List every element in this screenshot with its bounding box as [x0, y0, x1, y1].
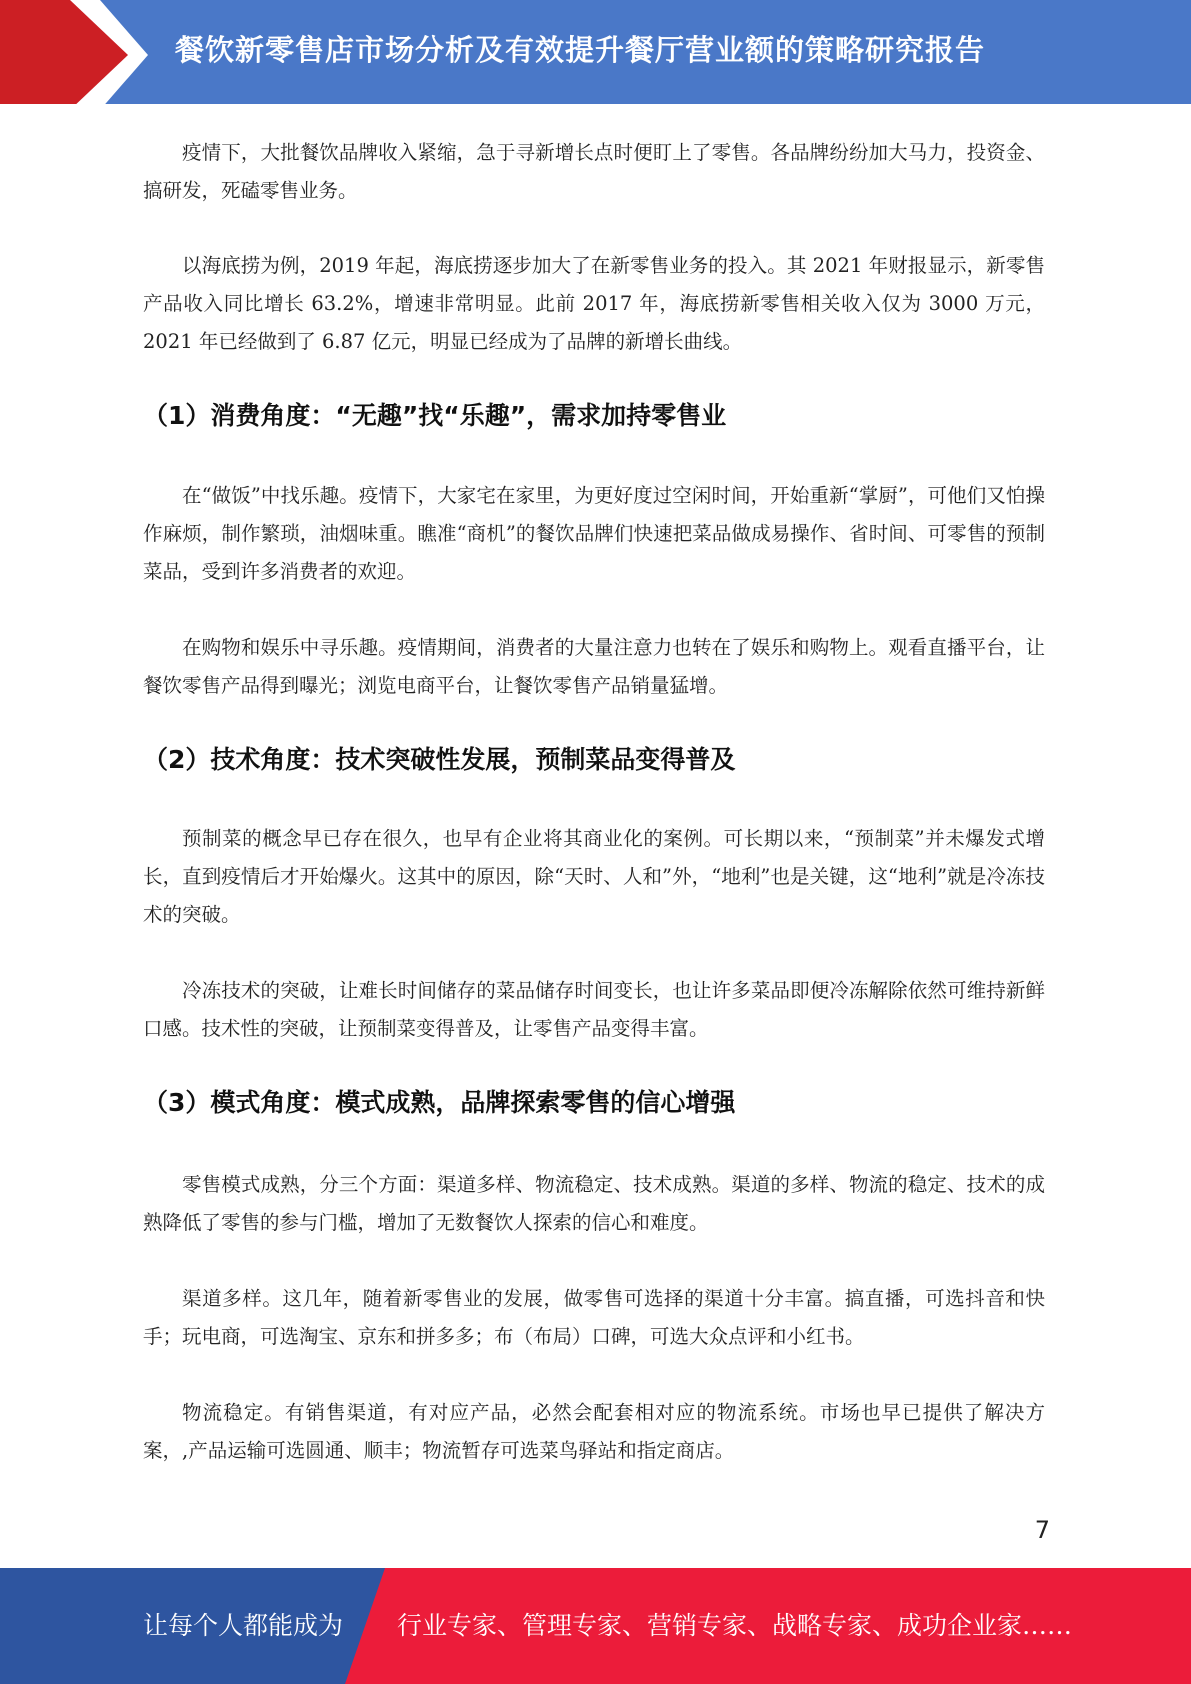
- page-footer: [0, 1568, 1191, 1684]
- paragraph: 渠道多样。这几年，随着新零售业的发展，做零售可选择的渠道十分丰富。搞直播，可选抖音和快手；玩电商，可选淘宝、京东和拼多多；布（布局）口碑，可选大众点评和小红书。: [143, 1287, 1045, 1348]
- page-header: [0, 0, 1191, 110]
- paragraph: 以海底捞为例，2019 年起，海底捞逐步加大了在新零售业务的投入。其 2021 年财报显示，新零售产品收入同比增长 63.2%，增速非常明显。此前 2017 年，海底捞新零售相关收入仅为 3000 万元，2021 年已经做到了 6.87 亿元，明显已经成为了品牌的新增长曲线。: [143, 254, 1045, 353]
- section-heading-model: （3）模式角度：模式成熟，品牌探索零售的信心增强: [143, 1088, 736, 1117]
- footer-slogan-left: 让每个人都能成为: [143, 1611, 344, 1640]
- section-heading-consumption: （1）消费角度：“无趣”找“乐趣”，需求加持零售业: [143, 401, 727, 430]
- paragraph: 在购物和娱乐中寻乐趣。疫情期间，消费者的大量注意力也转在了娱乐和购物上。观看直播平台，让餐饮零售产品得到曝光；浏览电商平台，让餐饮零售产品销量猛增。: [143, 636, 1045, 697]
- section-heading-technology: （2）技术角度：技术突破性发展，预制菜品变得普及: [143, 745, 736, 774]
- paragraph: 疫情下，大批餐饮品牌收入紧缩，急于寻新增长点时便盯上了零售。各品牌纷纷加大马力，投资金、搞研发，死磕零售业务。: [143, 141, 1045, 202]
- page-number: 7: [1034, 1516, 1050, 1544]
- footer-slogan-right: 行业专家、管理专家、营销专家、战略专家、成功企业家……: [397, 1611, 1073, 1640]
- paragraph: 预制菜的概念早已存在很久，也早有企业将其商业化的案例。可长期以来，“预制菜”并未爆发式增长，直到疫情后才开始爆火。这其中的原因，除“天时、人和”外，“地利”也是关键，这“地利”就是冷冻技术的突破。: [143, 827, 1045, 926]
- paragraph: 冷冻技术的突破，让难长时间储存的菜品储存时间变长，也让许多菜品即便冷冻解除依然可维持新鲜口感。技术性的突破，让预制菜变得普及，让零售产品变得丰富。: [143, 979, 1045, 1040]
- report-title: 餐饮新零售店市场分析及有效提升餐厅营业额的策略研究报告: [175, 33, 986, 67]
- paragraph: 物流稳定。有销售渠道，有对应产品，必然会配套相对应的物流系统。市场也早已提供了解决方案，,产品运输可选圆通、顺丰；物流暂存可选菜鸟驿站和指定商店。: [143, 1401, 1045, 1462]
- paragraph: 零售模式成熟，分三个方面：渠道多样、物流稳定、技术成熟。渠道的多样、物流的稳定、技术的成熟降低了零售的参与门槛，增加了无数餐饮人探索的信心和难度。: [143, 1173, 1045, 1234]
- paragraph: 在“做饭”中找乐趣。疫情下，大家宅在家里，为更好度过空闲时间，开始重新“掌厨”，可他们又怕操作麻烦，制作繁琐，油烟味重。瞧准“商机”的餐饮品牌们快速把菜品做成易操作、省时间、可零售的预制菜品，受到许多消费者的欢迎。: [143, 484, 1045, 583]
